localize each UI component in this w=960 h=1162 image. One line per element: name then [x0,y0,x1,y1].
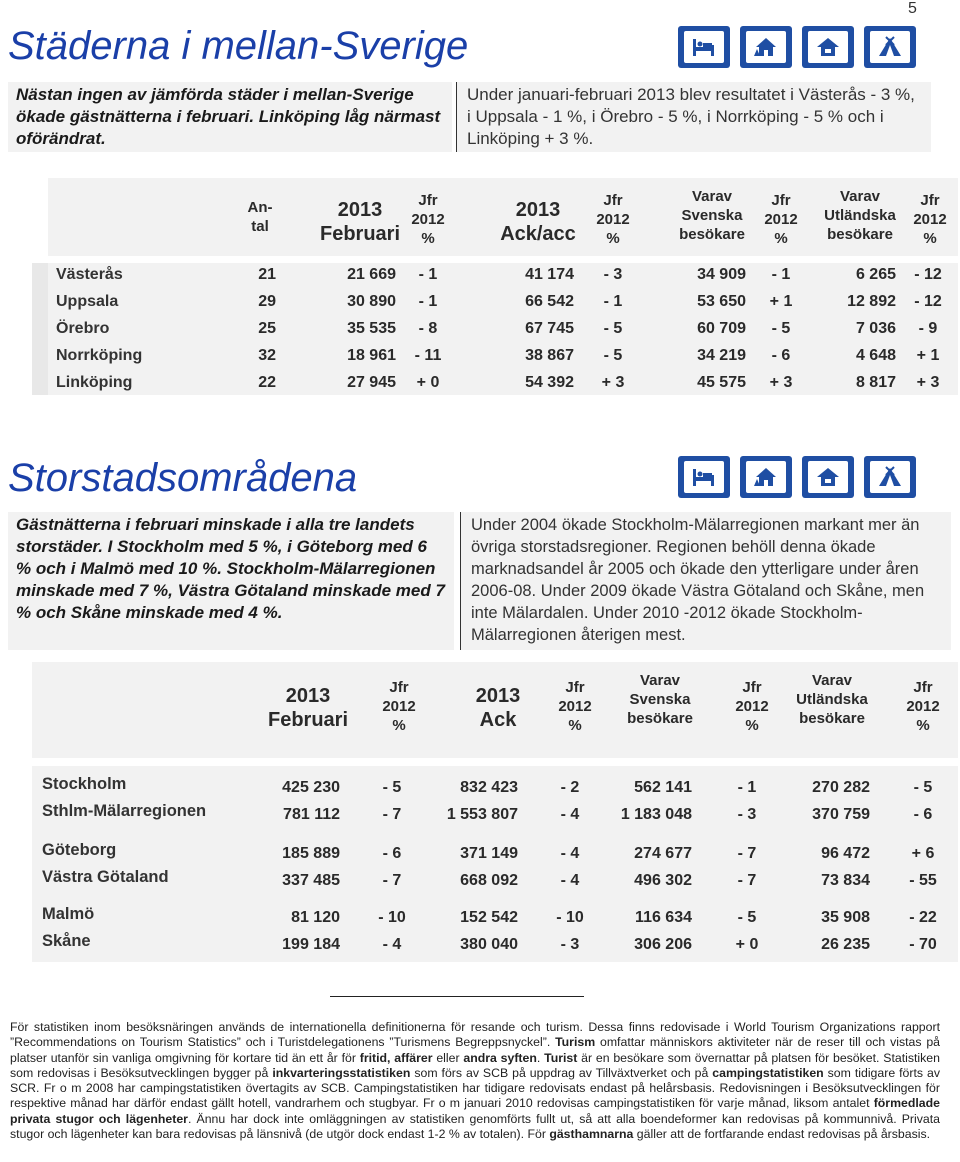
jfr2-cell: - 3 [603,266,623,283]
footnote-segment: eller [432,1050,464,1065]
jfr3-cell: - 5 [737,909,757,926]
jfr3-cell: - 5 [771,320,791,337]
jfr2-cell: - 1 [603,293,623,310]
utlandska-cell: 12 892 [847,293,896,310]
antal-cell: 29 [258,293,276,310]
jfr3-cell: + 3 [769,374,793,391]
footnote-term: Turism [555,1035,596,1050]
table1-header-jfr2: Jfr 2012 % [596,192,630,247]
ack-cell: 371 149 [460,845,518,862]
footnote-segment: . Ännu har dock inte omläggningen av statistiken genomförts fullt ut, så att alla boendeformer kan redovisas på kommunnivå. Privata stugor och lägenheter kan bara redovisas på länsnivå (de utgör dock endast 1-2 % av totalen). För [10,1111,940,1142]
intro-summary-right: Under januari-februari 2013 blev resultatet i Västerås - 3 %, i Uppsala - 1 %, i Örebro - 5 %, i Norrköping - 5 % och i Linköping + 3 %. [456,82,931,152]
city-name: Västerås [56,266,123,283]
utlandska-cell: 370 759 [812,806,870,823]
feb-cell: 35 535 [347,320,396,337]
city-name: Örebro [56,320,110,337]
jfr3-cell: - 7 [737,872,757,889]
page-number: 5 [908,0,917,17]
feb-cell: 185 889 [282,845,340,862]
table1-header-antal: An- tal [247,199,273,235]
feb-cell: 781 112 [283,806,340,823]
svenska-cell: 562 141 [634,779,692,796]
utlandska-cell: 73 834 [821,872,870,889]
jfr4-cell: - 12 [914,266,942,283]
footnote-text [10,1020,940,1142]
jfr2-cell: - 5 [603,347,623,364]
region-name: Malmö [42,905,95,923]
jfr1-cell: - 10 [378,909,406,926]
antal-cell: 21 [258,266,276,283]
cabin-icon [740,456,792,498]
table2-header-svenska: Varav Svenska besökare [627,672,693,727]
jfr1-cell: - 7 [382,806,402,823]
hostel-house-icon [802,26,854,68]
svenska-cell: 34 219 [697,347,746,364]
jfr1-cell: - 11 [414,347,442,364]
utlandska-cell: 96 472 [821,845,870,862]
table1-header-jfr3: Jfr 2012 % [764,192,798,247]
footnote-segment: omfattar människors aktiviteter när de reser till och vistas på platser utanför sin vanliga omgivning för kortare tid än ett år för [10,1035,940,1065]
antal-cell: 32 [258,347,276,364]
region-name: Skåne [42,932,91,950]
table1-header-feb: 2013 Februari [319,199,401,245]
jfr3-cell: + 1 [769,293,793,310]
svenska-cell: 116 634 [635,909,692,926]
antal-cell: 25 [258,320,276,337]
camping-tent-icon [864,456,916,498]
jfr2-cell: - 10 [556,909,584,926]
accommodation-icons-2 [678,456,916,498]
table1-header-utlandska: Varav Utländska besökare [824,188,896,243]
accommodation-icons [678,26,916,68]
svenska-cell: 60 709 [697,320,746,337]
svenska-cell: 306 206 [634,936,692,953]
table2-header-utlandska: Varav Utländska besökare [796,672,868,727]
jfr3-cell: + 0 [735,936,759,953]
table1-header-jfr4: Jfr 2012 % [913,192,947,247]
table1-header-svenska: Varav Svenska besökare [679,188,745,243]
table1-header-ack: 2013 Ack/acc [500,199,576,245]
feb-cell: 30 890 [347,293,396,310]
jfr1-cell: - 1 [418,293,438,310]
utlandska-cell: 26 235 [821,936,870,953]
jfr3-cell: - 3 [737,806,757,823]
utlandska-cell: 6 265 [855,266,896,283]
jfr3-cell: - 1 [771,266,791,283]
city-name: Uppsala [56,293,119,310]
jfr4-cell: - 70 [909,936,937,953]
feb-cell: 199 184 [282,936,340,953]
jfr1-cell: - 7 [382,872,402,889]
footnote-segment: gäller att de fortfarande endast redovisas på årsbasis. [633,1127,931,1142]
jfr4-cell: + 1 [916,347,940,364]
city-name: Linköping [56,374,133,391]
ack-cell: 832 423 [460,779,518,796]
section-title-mellan-sverige: Städerna i mellan-Sverige [8,24,469,68]
svenska-cell: 53 650 [697,293,746,310]
ack-cell: 380 040 [460,936,518,953]
hotel-bed-icon [678,26,730,68]
hotel-bed-icon [678,456,730,498]
jfr4-cell: - 5 [913,779,933,796]
table2-header-jfr4: Jfr 2012 % [906,679,940,734]
jfr1-cell: + 0 [416,374,440,391]
feb-cell: 18 961 [347,347,396,364]
camping-tent-icon [864,26,916,68]
jfr4-cell: + 6 [911,845,935,862]
svenska-cell: 496 302 [634,872,692,889]
feb-cell: 337 485 [282,872,340,889]
feb-cell: 81 120 [291,909,340,926]
jfr1-cell: - 1 [418,266,438,283]
footnote-segment: . [536,1050,545,1065]
utlandska-cell: 4 648 [855,347,896,364]
utlandska-cell: 270 282 [812,779,870,796]
jfr4-cell: - 55 [909,872,937,889]
ack-cell: 1 553 807 [446,806,518,823]
ack-cell: 54 392 [525,374,574,391]
footnote-term: förmedlade privata stugor och lägenheter [10,1096,940,1126]
jfr2-cell: - 4 [560,806,580,823]
footnote-term: campingstatistiken [712,1065,824,1080]
footnote-segment: är en besökare som övernattar på platsen för besöket. Statistiken som redovisas i Besöksutvecklingen bygger på [10,1050,940,1080]
ack-cell: 668 092 [460,872,518,889]
ack-cell: 67 745 [525,320,574,337]
jfr3-cell: - 7 [737,845,757,862]
ack-cell: 38 867 [525,347,574,364]
region-name: Sthlm-Mälarregionen [42,802,207,820]
footnote-segment: För statistiken inom besöksnäringen används de internationella definitionerna för resande och turism. Dessa finns redovisade i World Tourism Organizations rapport ”Recommendations on Tourism Statistics” och i Turistdelegationens ”Turismens Begreppsnyckel”. [10,1020,940,1050]
intro-summary-right-2: Under 2004 ökade Stockholm-Mälarregionen markant mer än övriga storstadsregioner. Regionen behöll denna ökade marknadsandel år 2005 och ökade den ytterligare under åren 2006-08. Under 2009 ökade Västra Götaland och Skåne, men inte Mälardalen. Under 2010 -2012 ökade Stockholm-Mälarregionen återigen mest. [460,512,951,650]
ack-cell: 41 174 [525,266,574,283]
footnote-separator [330,996,584,997]
table2-header-ack: 2013 Ack [475,685,521,731]
jfr1-cell: - 6 [382,845,402,862]
jfr3-cell: - 1 [737,779,757,796]
svenska-cell: 274 677 [634,845,692,862]
region-name: Västra Götaland [42,868,169,886]
footnote-term: gästhamnarna [549,1127,634,1142]
jfr2-cell: - 5 [603,320,623,337]
jfr1-cell: - 8 [418,320,438,337]
jfr2-cell: - 4 [560,845,580,862]
city-name: Norrköping [56,347,143,364]
table2-header-jfr3: Jfr 2012 % [735,679,769,734]
table2-header-jfr2: Jfr 2012 % [558,679,592,734]
region-name: Göteborg [42,841,117,859]
ack-cell: 152 542 [460,909,518,926]
cabin-icon [740,26,792,68]
hostel-house-icon [802,456,854,498]
region-name: Stockholm [42,775,127,793]
footnote-segment: som förs av SCB på uppdrag av Tillväxtverket och på [410,1065,713,1080]
ack-cell: 66 542 [525,293,574,310]
footnote-term: fritid, affärer [359,1050,433,1065]
utlandska-cell: 7 036 [855,320,896,337]
jfr4-cell: - 12 [914,293,942,310]
jfr2-cell: - 3 [560,936,580,953]
utlandska-cell: 8 817 [855,374,896,391]
footnote-term: andra syften [463,1050,537,1065]
utlandska-cell: 35 908 [821,909,870,926]
svenska-cell: 1 183 048 [620,806,692,823]
jfr4-cell: - 9 [918,320,938,337]
footnote-term: inkvarteringsstatistiken [272,1065,411,1080]
jfr4-cell: + 3 [916,374,940,391]
footnote-segment: som tidigare förts av SCR. Fr o m 2008 har campingstatistiken övertagits av SCB. Campingstatistiken har tidigare redovisats endast på helårsbasis. Redovisningen i Besöksutvecklingen för respektive månad har därför endast gällt hotell, vandrarhem och stugbyar. Fr o m januari 2010 redovisas campingstatistiken för varje månad, liksom antalet [10,1065,940,1111]
intro-summary-left: Nästan ingen av jämförda städer i mellan-Sverige ökade gästnätterna i februari. Linköping låg närmast oförändrat. [8,82,452,152]
jfr1-cell: - 5 [382,779,402,796]
section-title-storstadsomradena: Storstadsområdena [8,456,358,500]
jfr2-cell: - 2 [560,779,580,796]
antal-cell: 22 [258,374,276,391]
jfr4-cell: - 22 [909,909,937,926]
jfr3-cell: - 6 [771,347,791,364]
svenska-cell: 45 575 [697,374,746,391]
table2-header-jfr1: Jfr 2012 % [382,679,416,734]
jfr4-cell: - 6 [913,806,933,823]
footnote-term: Turist [544,1050,578,1065]
jfr2-cell: + 3 [601,374,625,391]
feb-cell: 425 230 [282,779,340,796]
intro-summary-left-2: Gästnätterna i februari minskade i alla tre landets storstäder. I Stockholm med 5 %, i Göteborg med 6 % och i Malmö med 10 %. Stockholm-Mälarregionen minskade med 7 %, Västra Götaland minskade med 7 % och Skåne minskade med 4 %. [8,512,454,650]
feb-cell: 27 945 [347,374,396,391]
table1-left-bar [32,263,48,395]
feb-cell: 21 669 [347,266,396,283]
jfr2-cell: - 4 [560,872,580,889]
jfr1-cell: - 4 [382,936,402,953]
svenska-cell: 34 909 [697,266,746,283]
table1-header-jfr1: Jfr 2012 % [411,192,445,247]
table2-header-feb: 2013 Februari [267,685,349,731]
